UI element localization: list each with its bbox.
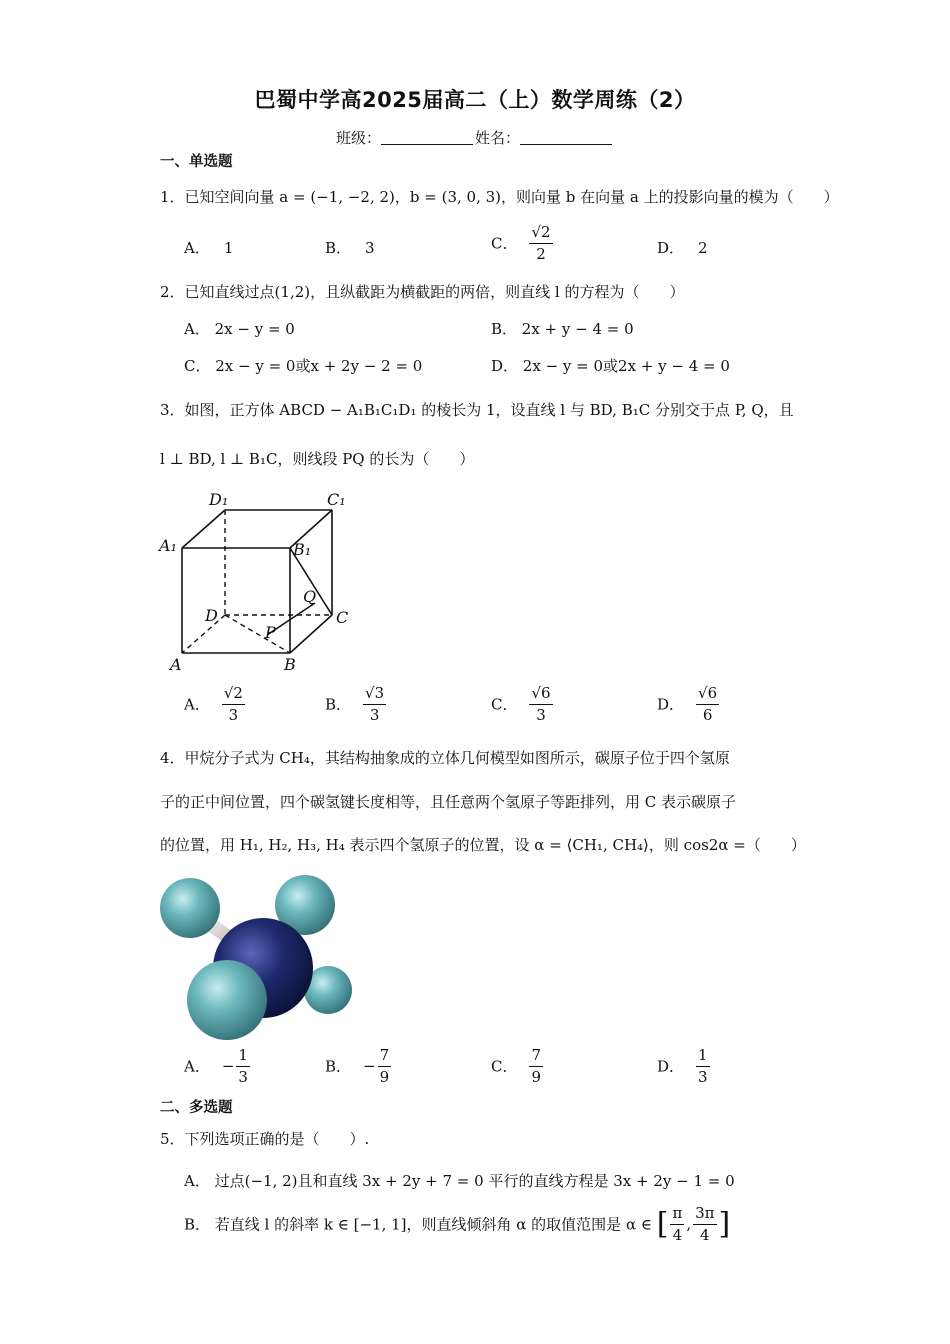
name-blank[interactable] bbox=[520, 130, 612, 145]
q4-option-c[interactable]: C． $\frac{7}{9}$ bbox=[491, 1046, 542, 1086]
q5-option-b[interactable]: B． 若直线 l 的斜率 k ∈ [−1, 1]，则直线倾斜角 α 的取值范围是 α ∈ [ $\frac{\pi}{4}$ , $\frac{3\pi}{4}$ ] bbox=[184, 1204, 731, 1244]
question-4-line-3: 的位置，用 H₁, H₂, H₃, H₄ 表示四个氢原子的位置，设 α = ⟨CH₁, CH₄⟩，则 cos2α =（ ） bbox=[160, 836, 806, 854]
hydrogen-atom-4 bbox=[187, 960, 267, 1040]
q1-option-d[interactable]: D． 2 bbox=[657, 239, 708, 257]
question-2-text: 2．已知直线过点(1,2)，且纵截距为横截距的两倍，则直线 l 的方程为（ ） bbox=[160, 283, 685, 301]
page-title: 巴蜀中学高2025届高二（上）数学周练（2） bbox=[254, 88, 696, 112]
label-a1: A₁ bbox=[159, 536, 177, 555]
q2-option-a[interactable]: A． 2x − y = 0 bbox=[184, 320, 295, 338]
q2-option-d[interactable]: D． 2x − y = 0或2x + y − 4 = 0 bbox=[491, 357, 730, 375]
q1-option-c[interactable]: C． $\frac{√2}{2}$ bbox=[491, 223, 551, 263]
q4-option-a[interactable]: A． − $\frac{1}{3}$ bbox=[184, 1046, 248, 1086]
q3-option-b[interactable]: B． $\frac{√3}{3}$ bbox=[325, 684, 385, 724]
label-b: B bbox=[284, 655, 296, 674]
label-c: C bbox=[336, 608, 349, 627]
class-blank[interactable] bbox=[381, 130, 473, 145]
label-c1: C₁ bbox=[327, 490, 346, 509]
q1-option-a[interactable]: A． 1 bbox=[184, 239, 234, 257]
label-d: D bbox=[205, 606, 218, 625]
student-info-line bbox=[0, 127, 950, 148]
question-3-line-1: 3．如图，正方体 ABCD − A₁B₁C₁D₁ 的棱长为 1，设直线 l 与 BD, B₁C 分别交于点 P, Q，且 bbox=[160, 401, 794, 419]
q3-option-a[interactable]: A． $\frac{√2}{3}$ bbox=[184, 684, 243, 724]
methane-model-image bbox=[155, 868, 365, 1043]
hydrogen-atom-1 bbox=[160, 878, 220, 938]
question-1-text: 1．已知空间向量 a = (−1, −2, 2)，b = (3, 0, 3)，则向量 b 在向量 a 上的投影向量的模为（ ） bbox=[160, 188, 839, 206]
q4-option-b[interactable]: B． − $\frac{7}{9}$ bbox=[325, 1046, 390, 1086]
q5-option-a[interactable]: A． 过点(−1, 2)且和直线 3x + 2y + 7 = 0 平行的直线方程是 3x + 2y − 1 = 0 bbox=[184, 1172, 735, 1190]
class-label: 班级： bbox=[335, 129, 381, 147]
label-b1: B₁ bbox=[293, 540, 312, 559]
section-single-choice: 一、单选题 bbox=[160, 154, 233, 170]
label-p: P bbox=[265, 623, 276, 642]
q2-option-c[interactable]: C． 2x − y = 0或x + 2y − 2 = 0 bbox=[184, 357, 423, 375]
q4-option-d[interactable]: D． $\frac{1}{3}$ bbox=[657, 1046, 708, 1086]
cube-figure bbox=[155, 485, 355, 680]
label-a: A bbox=[170, 655, 182, 674]
label-d1: D₁ bbox=[209, 490, 229, 509]
question-4-line-2: 子的正中间位置，四个碳氢键长度相等，且任意两个氢原子等距排列，用 C 表示碳原子 bbox=[160, 793, 737, 811]
q1-option-b[interactable]: B． 3 bbox=[325, 239, 375, 257]
name-label: 姓名： bbox=[475, 129, 521, 147]
question-5-text: 5．下列选项正确的是（ ）. bbox=[160, 1130, 370, 1148]
label-q: Q bbox=[303, 587, 317, 606]
question-4-line-1: 4．甲烷分子式为 CH₄，其结构抽象成的立体几何模型如图所示，碳原子位于四个氢原 bbox=[160, 749, 730, 767]
question-3-line-2: l ⊥ BD, l ⊥ B₁C，则线段 PQ 的长为（ ） bbox=[160, 450, 475, 468]
q3-option-c[interactable]: C． $\frac{√6}{3}$ bbox=[491, 684, 551, 724]
q2-option-b[interactable]: B． 2x + y − 4 = 0 bbox=[491, 320, 634, 338]
section-multi-choice: 二、多选题 bbox=[160, 1100, 233, 1116]
q3-option-d[interactable]: D． $\frac{√6}{6}$ bbox=[657, 684, 718, 724]
